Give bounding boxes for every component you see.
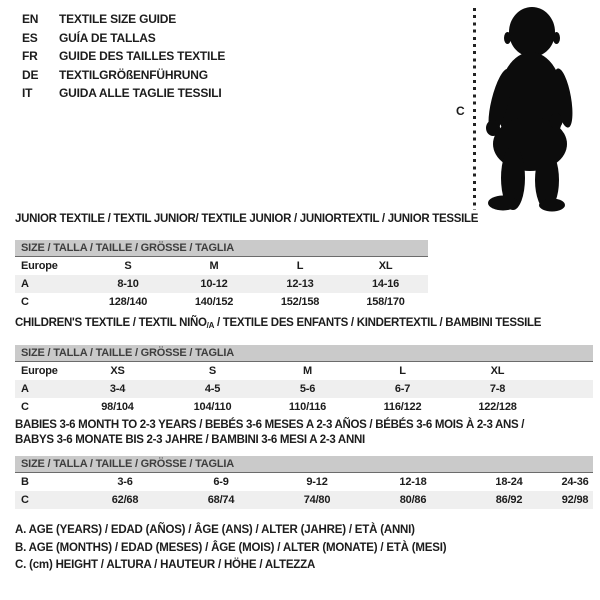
columns-row [15, 257, 428, 276]
babies-section [15, 418, 593, 509]
filler-cell [545, 380, 593, 398]
lang-label: GUÍA DE TALLAS [59, 30, 156, 45]
cell: 104/110 [193, 401, 232, 413]
cell: 3-4 [109, 383, 126, 395]
cell: 4-5 [204, 383, 221, 395]
children-table [15, 345, 593, 416]
size-header-row [15, 456, 593, 473]
lang-code: ES [22, 30, 38, 45]
row-b [15, 473, 593, 492]
cell: 10-12 [200, 278, 228, 290]
size-header: SIZE / TALLA / TAILLE / GRÖSSE / TAGLIA [15, 240, 428, 257]
lang-code: IT [22, 86, 33, 100]
cell: 116/122 [383, 401, 422, 413]
children-section [15, 316, 593, 416]
footnote-b: B. AGE (MONTHS) / EDAD (MESES) / ÂGE (MOIS) / ALTER (MONATE) / ETÀ (MESI) [15, 541, 447, 554]
col-header: S [208, 365, 217, 377]
babies-title [15, 418, 593, 448]
lang-label: GUIDE DES TAILLES TEXTILE [59, 49, 226, 63]
lang-row-fr [22, 47, 225, 66]
lang-label: GUIDA ALLE TAGLIE TESSILI [59, 86, 222, 100]
cell: 92/98 [561, 494, 589, 506]
cell: 128/140 [108, 296, 148, 308]
cell: 14-16 [371, 278, 400, 290]
row-label: A [21, 383, 29, 395]
lang-label: TEXTILGRÖßENFÜHRUNG [59, 67, 208, 82]
cell: 98/104 [101, 401, 134, 413]
cell: 12-18 [399, 476, 427, 488]
cell: 7-8 [489, 383, 506, 395]
row-label: Europe [21, 365, 58, 377]
col-header: L [399, 365, 406, 377]
footnote-c: C. (cm) HEIGHT / ALTURA / HAUTEUR / HÖHE / ALTEZZA [15, 559, 316, 571]
baby-silhouette-icon [486, 6, 580, 212]
babies-table [15, 456, 593, 509]
footnote-a: A. AGE (YEARS) / EDAD (AÑOS) / ÂGE (ANS) / ALTER (JAHRE) / ETÀ (ANNI) [15, 524, 415, 536]
filler-cell [545, 398, 593, 416]
cell: 5-6 [299, 383, 316, 395]
lang-row-it [22, 84, 225, 103]
row-label: C [21, 401, 29, 413]
col-header: XL [490, 365, 505, 377]
row-label: A [21, 278, 29, 290]
filler-cell [545, 362, 593, 381]
junior-section [15, 212, 479, 311]
lang-row-de [22, 66, 225, 85]
cell: 158/170 [366, 296, 405, 308]
size-header-row [15, 345, 593, 362]
cell: 24-36 [561, 476, 589, 488]
col-header: S [124, 260, 132, 272]
cell: 8-10 [117, 278, 139, 290]
row-label: C [21, 296, 29, 308]
cell: 110/116 [288, 401, 327, 413]
cell: 80/86 [399, 494, 427, 506]
col-header: M [209, 260, 219, 272]
row-c [15, 293, 428, 311]
lang-code: DE [22, 67, 39, 82]
cell: 122/128 [478, 401, 517, 413]
lang-row-en [22, 10, 225, 29]
junior-table [15, 240, 428, 311]
row-label: C [21, 494, 29, 506]
height-label-c: C [456, 104, 465, 118]
columns-row [15, 362, 593, 381]
cell: 140/152 [194, 296, 234, 308]
col-header: XS [110, 365, 125, 377]
lang-row-es [22, 29, 225, 48]
babies-title-line1: BABIES 3-6 MONTH TO 2-3 YEARS / BEBÉS 3-6 MESES A 2-3 AÑOS / BÉBÉS 3-6 MOIS À 2-3 ANS / [15, 419, 525, 431]
children-title: CHILDREN'S TEXTILE / TEXTIL $NIÑO_{/A}$ / TEXTILE DES ENFANTS / KINDERTEXTIL / BAMBINI TESSILE [15, 317, 542, 330]
cell: 18-24 [495, 476, 523, 488]
cell: 6-9 [213, 476, 229, 488]
cell: 62/68 [111, 494, 139, 506]
row-label: B [21, 476, 29, 488]
size-header-row [15, 240, 428, 257]
cell: 86/92 [495, 494, 523, 506]
row-c [15, 491, 593, 509]
junior-title: JUNIOR TEXTILE / TEXTIL JUNIOR/ TEXTILE JUNIOR / JUNIORTEXTIL / JUNIOR TESSILE [15, 213, 479, 225]
size-header: SIZE / TALLA / TAILLE / GRÖSSE / TAGLIA [15, 345, 593, 362]
size-header: SIZE / TALLA / TAILLE / GRÖSSE / TAGLIA [15, 456, 593, 473]
cell: 68/74 [207, 494, 235, 506]
lang-code: EN [22, 12, 39, 26]
cell: 74/80 [303, 494, 331, 506]
language-list [22, 10, 225, 103]
cell: 3-6 [117, 476, 133, 488]
height-dotted-line [473, 8, 476, 210]
col-header: M [303, 365, 312, 377]
cell: 6-7 [394, 383, 411, 395]
cell: 12-13 [286, 278, 314, 290]
row-a [15, 380, 593, 398]
footnotes [15, 522, 446, 575]
row-label: Europe [21, 260, 58, 272]
col-header: L [296, 260, 304, 272]
col-header: XL [378, 260, 393, 272]
babies-title-line2: BABYS 3-6 MONATE BIS 2-3 JAHRE / BAMBINI 3-6 MESI A 2-3 ANNI [15, 434, 365, 446]
row-c [15, 398, 593, 416]
lang-label: TEXTILE SIZE GUIDE [59, 12, 177, 26]
row-a [15, 275, 428, 293]
cell: 9-12 [306, 476, 328, 488]
lang-code: FR [22, 49, 38, 63]
cell: 152/158 [280, 296, 320, 308]
